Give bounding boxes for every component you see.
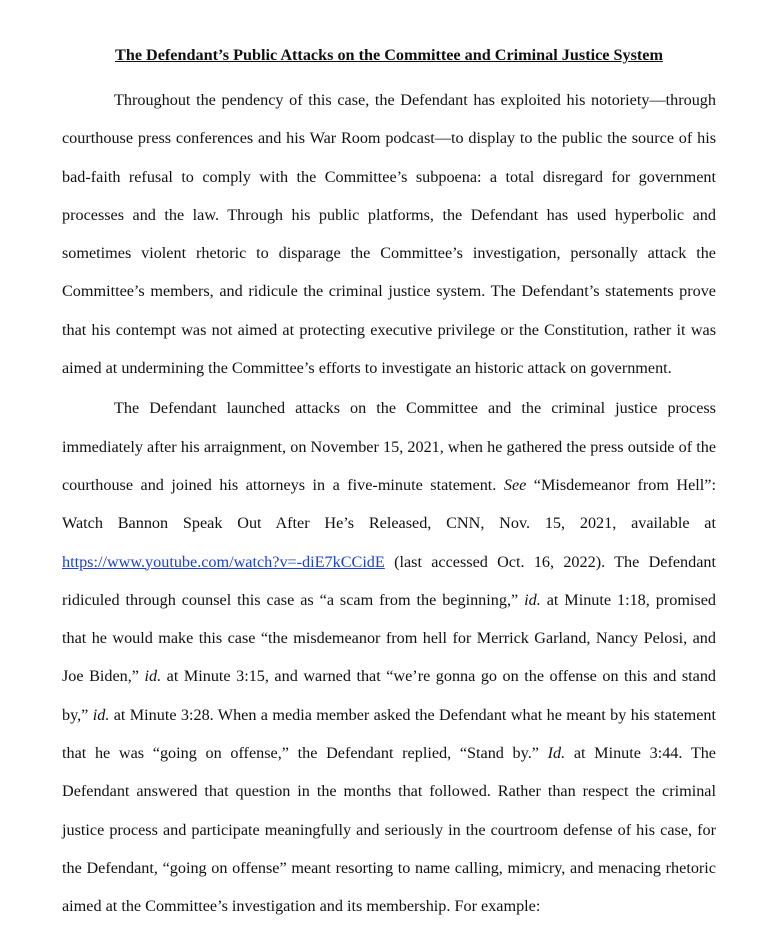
citation-id-4: Id.	[547, 744, 566, 763]
paragraph-2-text-6: at Minute 3:28. When a media member asked the Defendant what he meant by his statement that he was “going on offense,” the Defendant replied, “Stand by.”	[62, 705, 716, 763]
paragraph-2	[62, 389, 716, 925]
paragraph-1: Throughout the pendency of this case, the Defendant has exploited his notoriety—through courthouse press conferences and his War Room podcast—to display to the public the source of his bad-faith refusal to comply with the Committee’s subpoena: a total disregard for government processes and the law. Through his public platforms, the Defendant has used hyperbolic and sometimes violent rhetoric to disparage the Committee’s investigation, personally attack the Committee’s members, and ridicule the criminal justice system. The Defendant’s statements prove that his contempt was not aimed at protecting executive privilege or the Constitution, rather it was aimed at undermining the Committee’s efforts to investigate an historic attack on government.	[62, 91, 716, 378]
citation-id-2: id.	[144, 667, 162, 686]
paragraph-2-text-7: at Minute 3:44. The Defendant answered that question in the months that followed. Rather than respect the criminal justice process and participate meaningfully and seriously in the courtroom defense of his case, for the Defendant, “going on offense” meant resorting to name calling, mimicry, and menacing rhetoric aimed at the Committee’s investigation and its membership. For example:	[62, 744, 716, 916]
citation-id-3: id.	[92, 705, 110, 724]
paragraph-2-text-5: at Minute 3:15, and warned that “we’re gonna go on the offense on this and stand by,”	[62, 667, 717, 724]
citation-signal-see: See	[503, 475, 527, 494]
citation-id-1: id.	[524, 590, 541, 609]
section-heading: The Defendant’s Public Attacks on the Committee and Criminal Justice System	[115, 46, 663, 64]
paragraph-2-text-1: The Defendant launched attacks on the Committee and the criminal justice process immediately after his arraignment, on November 15, 2021, when he gathered the press outside of the courthouse and joined his attorneys in a five-minute statement.	[62, 399, 716, 494]
paragraph-2-text-3: (last accessed Oct. 16, 2022). The Defendant ridiculed through counsel this case as “a scam from the beginning,”	[62, 552, 716, 609]
paragraph-2-text-2: “Misdemeanor from Hell”: Watch Bannon Speak Out After He’s Released, CNN, Nov. 15, 2021, available at	[62, 475, 716, 533]
paragraph-2-text-4: at Minute 1:18, promised that he would make this case “the misdemeanor from hell for Merrick Garland, Nancy Pelosi, and Joe Biden,”	[62, 590, 716, 686]
youtube-link[interactable]: https://www.youtube.com/watch?v=-diE7kCCidE	[62, 552, 385, 571]
